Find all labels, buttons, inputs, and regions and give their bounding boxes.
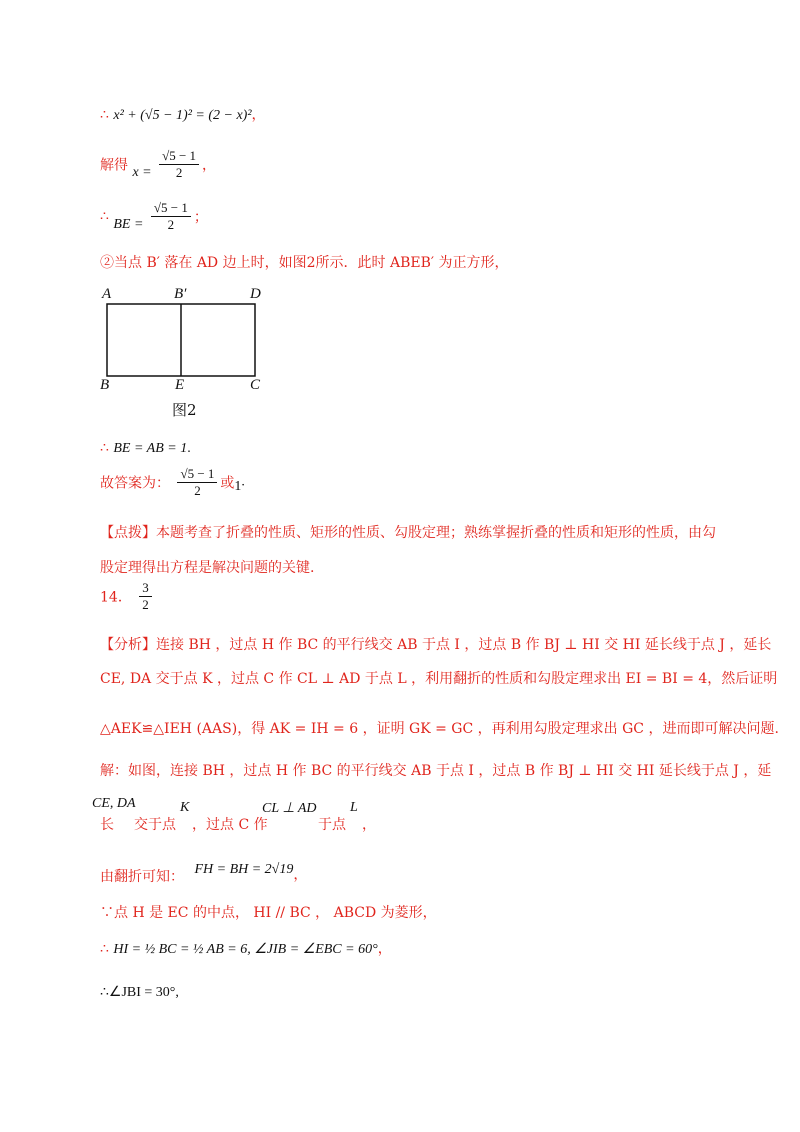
- fraction-numerator: 3: [139, 580, 152, 597]
- therefore-symbol: ∴: [100, 208, 109, 225]
- punctuation: ，: [251, 107, 266, 123]
- solution-line-2-l: L: [350, 800, 358, 815]
- fraction-denominator: 2: [175, 165, 183, 180]
- vertex-label-e: E: [175, 377, 185, 393]
- solution-line-2-k: K: [180, 800, 190, 815]
- fraction-numerator: √5 − 1: [151, 200, 191, 217]
- question-14-answer: [139, 580, 152, 613]
- answer-label: 故答案为：: [100, 475, 170, 492]
- analysis-text-1: 连接 BH ，过点 H 作 BC 的平行线交 AB 于点 I ，过点 B 作 BJ ⊥ HI 交 HI 延长线于点 J ，延长: [156, 637, 772, 653]
- figure-2-diagram: [100, 288, 280, 388]
- vertex-label-c: C: [250, 377, 261, 393]
- be-fraction: [151, 200, 191, 233]
- solution-line-2-at: 于点: [318, 817, 346, 833]
- solution-line-2-intersect: 交于点: [134, 817, 176, 833]
- punctuation: .: [241, 474, 245, 490]
- answer-line: [100, 466, 245, 499]
- solve-lhs: x =: [132, 164, 152, 180]
- fraction-denominator: 2: [142, 597, 149, 612]
- question-14-line: [100, 580, 155, 613]
- vertex-label-b: B: [100, 377, 110, 393]
- or-word: 或: [220, 475, 235, 492]
- fold-expr: FH = BH = 2√19: [194, 862, 294, 877]
- solve-label: 解得: [100, 157, 128, 174]
- answer-fraction: [177, 466, 217, 499]
- therefore-symbol: ∴: [100, 941, 109, 957]
- answer-one: 1: [234, 478, 242, 494]
- therefore-symbol: ∴: [100, 107, 109, 123]
- solution-line-2-ce-da: CE, DA: [92, 796, 136, 811]
- vertex-label-a: A: [102, 286, 112, 302]
- solution-line-1: 解：如图，连接 BH ，过点 H 作 BC 的平行线交 AB 于点 I ，过点 B 作 BJ ⊥ HI 交 HI 延长线于点 J ，延: [100, 763, 772, 779]
- be-equals-ab-expr: BE = AB = 1: [113, 441, 188, 456]
- solution-line-6: ∴∠JBI = 30°,: [100, 985, 179, 1000]
- punctuation: .: [187, 441, 191, 456]
- analysis-line-1: [100, 634, 771, 654]
- punctuation: ，: [202, 157, 217, 174]
- punctuation: ；: [193, 209, 208, 226]
- fraction-denominator: 2: [167, 217, 175, 232]
- fraction-numerator: √5 − 1: [177, 466, 217, 483]
- solution-line-2-start: 长: [100, 817, 114, 833]
- therefore-symbol: ∴: [100, 440, 109, 456]
- vertex-label-d: D: [250, 286, 261, 302]
- solution-line-2-cl-perp-ad: CL ⊥ AD: [262, 801, 317, 816]
- figure-caption: 图2: [172, 401, 197, 419]
- vertex-label-b-prime: B′: [174, 286, 187, 302]
- analysis-tag: 【分析】: [100, 637, 156, 653]
- equation-expr: x² + (√5 − 1)² = (2 − x)²: [113, 108, 252, 123]
- question-number: 14．: [100, 589, 132, 606]
- solution-line-3: [100, 858, 308, 885]
- case-two-line: ②当点 B′ 落在 AD 边上时，如图2所示．此时 ABEB′ 为正方形，: [100, 255, 509, 271]
- punctuation: ，: [377, 941, 392, 957]
- analysis-line-2: CE, DA 交于点 K ，过点 C 作 CL ⊥ AD 于点 L ，利用翻折的性质和勾股定理求出 EI = BI = 4，然后证明: [100, 671, 778, 687]
- tip-text-1: 本题考查了折叠的性质、矩形的性质、勾股定理；熟练掌握折叠的性质和矩形的性质，由勾: [156, 525, 716, 541]
- be-lhs: BE =: [113, 216, 144, 232]
- solution-line-2-through-c: ，过点 C 作: [192, 817, 268, 833]
- be-equals-ab-line: [100, 440, 191, 457]
- solve-line: [100, 148, 216, 181]
- fraction-denominator: 2: [194, 483, 201, 498]
- hi-expr: HI = ½ BC = ½ AB = 6, ∠JIB = ∠EBC = 60°: [113, 942, 378, 957]
- analysis-line-3: △AEK≌△IEH (AAS)，得 AK = IH = 6 ，证明 GK = GC ，再利用勾股定理求出 GC ，进而即可解决问题.: [100, 721, 779, 737]
- equation-line-1: [100, 104, 266, 124]
- tip-tag: 【点拨】: [100, 525, 156, 541]
- tip-line-2: 股定理得出方程是解决问题的关键.: [100, 560, 315, 576]
- be-result-line: [100, 200, 208, 233]
- solution-line-5: [100, 938, 392, 958]
- solution-line-2-end: ，: [362, 817, 376, 833]
- fold-label: 由翻折可知：: [100, 869, 184, 885]
- fraction-numerator: √5 − 1: [159, 148, 199, 165]
- tip-line-1: [100, 522, 716, 542]
- punctuation: ，: [293, 867, 308, 883]
- solution-line-4: ∵点 H 是 EC 的中点， HI // BC ， ABCD 为菱形，: [100, 905, 437, 921]
- solve-fraction: [159, 148, 199, 181]
